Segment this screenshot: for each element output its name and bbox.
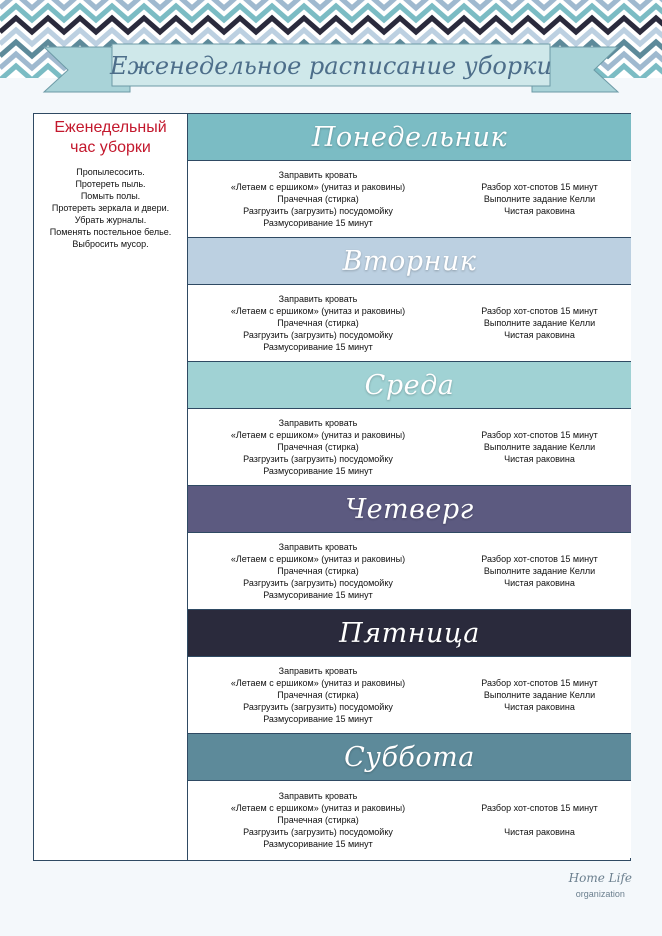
day-body-thursday: [188, 532, 631, 610]
page-title: Еженедельное расписание уборки: [110, 52, 552, 80]
day-body-tuesday: [188, 284, 631, 362]
daily-tasks: Заправить кровать «Летаем с ершиком» (унитаз и раковины) Прачечная (стирка) Разгрузить (загрузить) посудомойку Размусоривание 15 минут: [230, 666, 406, 724]
extra-tasks: Разбор хот-спотов 15 минут Чистая раковина: [481, 802, 598, 837]
weekly-column: [34, 114, 188, 860]
weekly-task: Убрать журналы.: [74, 215, 147, 225]
day-header-wednesday: Среда: [188, 362, 631, 408]
daily-tasks: Заправить кровать «Летаем с ершиком» (унитаз и раковины) Прачечная (стирка) Разгрузить (загрузить) посудомойку Размусоривание 15 минут: [230, 542, 406, 600]
extra-tasks: Разбор хот-спотов 15 минут Выполните задание Келли Чистая раковина: [481, 678, 598, 712]
day-body-friday: [188, 656, 631, 734]
weekly-heading: Еженедельный час уборки: [54, 119, 167, 156]
title-banner: [0, 0, 662, 100]
extra-tasks: Разбор хот-спотов 15 минут Выполните задание Келли Чистая раковина: [481, 182, 598, 216]
weekly-task-list: [34, 166, 187, 250]
weekly-task: Помыть полы.: [80, 191, 141, 201]
weekly-task: Выбросить мусор.: [72, 239, 149, 249]
day-body-saturday: [188, 780, 631, 858]
daily-tasks: Заправить кровать «Летаем с ершиком» (унитаз и раковины) Прачечная (стирка) Разгрузить (загрузить) посудомойку Размусоривание 15 минут: [230, 170, 406, 228]
extra-tasks: Разбор хот-спотов 15 минут Выполните задание Келли Чистая раковина: [481, 430, 598, 464]
days-column: [188, 114, 631, 858]
day-header-thursday: Четверг: [188, 486, 631, 532]
day-header-monday: Понедельник: [188, 114, 631, 160]
weekly-task: Пропылесосить.: [76, 167, 145, 177]
extra-tasks: Разбор хот-спотов 15 минут Выполните задание Келли Чистая раковина: [481, 554, 598, 588]
schedule-sheet: [33, 113, 631, 861]
day-body-monday: [188, 160, 631, 238]
weekly-task: Протереть зеркала и двери.: [51, 203, 170, 213]
day-header-friday: Пятница: [188, 610, 631, 656]
day-body-wednesday: [188, 408, 631, 486]
day-header-saturday: Суббота: [188, 734, 631, 780]
weekly-task: Поменять постельное белье.: [49, 227, 172, 237]
brand-logo: [569, 871, 632, 899]
daily-tasks: Заправить кровать «Летаем с ершиком» (унитаз и раковины) Прачечная (стирка) Разгрузить (загрузить) посудомойку Размусоривание 15 минут: [230, 418, 406, 476]
brand-name: Home Life: [568, 871, 632, 885]
extra-tasks: Разбор хот-спотов 15 минут Выполните задание Келли Чистая раковина: [481, 306, 598, 340]
daily-tasks: Заправить кровать «Летаем с ершиком» (унитаз и раковины) Прачечная (стирка) Разгрузить (загрузить) посудомойку Размусоривание 15 минут: [230, 790, 406, 849]
brand-subtitle: organization: [575, 889, 625, 899]
day-header-tuesday: Вторник: [188, 238, 631, 284]
weekly-task: Протереть пыль.: [75, 179, 146, 189]
daily-tasks: Заправить кровать «Летаем с ершиком» (унитаз и раковины) Прачечная (стирка) Разгрузить (загрузить) посудомойку Размусоривание 15 минут: [230, 294, 406, 352]
